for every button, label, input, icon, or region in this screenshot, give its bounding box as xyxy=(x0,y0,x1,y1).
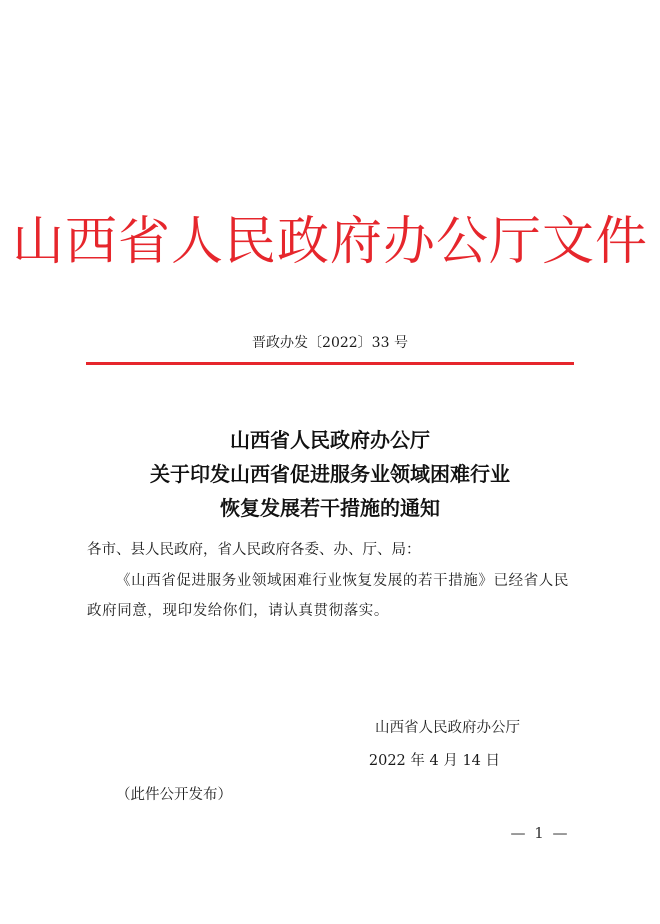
salutation: 各市、县人民政府，省人民政府各委、办、厅、局： xyxy=(87,542,421,558)
red-divider-line xyxy=(86,362,574,365)
issue-date: 2022 年 4 月 14 日 xyxy=(368,753,500,769)
notice-title-line-2: 关于印发山西省促进服务业领域困难行业 xyxy=(150,462,510,486)
notice-title-line-3: 恢复发展若干措施的通知 xyxy=(220,496,440,520)
notice-title xyxy=(0,423,660,525)
document-header-title: 山西省人民政府办公厅文件 xyxy=(11,212,648,272)
document-number: 晋政办发〔2022〕33 号 xyxy=(252,335,408,351)
notice-title-line-1: 山西省人民政府办公厅 xyxy=(230,428,430,452)
public-release-note: （此件公开发布） xyxy=(116,787,232,803)
issuer-signature: 山西省人民政府办公厅 xyxy=(375,720,520,736)
page-number: — 1 — xyxy=(510,824,570,842)
body-paragraph: 《山西省促进服务业领域困难行业恢复发展的若干措施》已经省人民政府同意，现印发给你们，请认真贯彻落实。 xyxy=(87,573,569,619)
